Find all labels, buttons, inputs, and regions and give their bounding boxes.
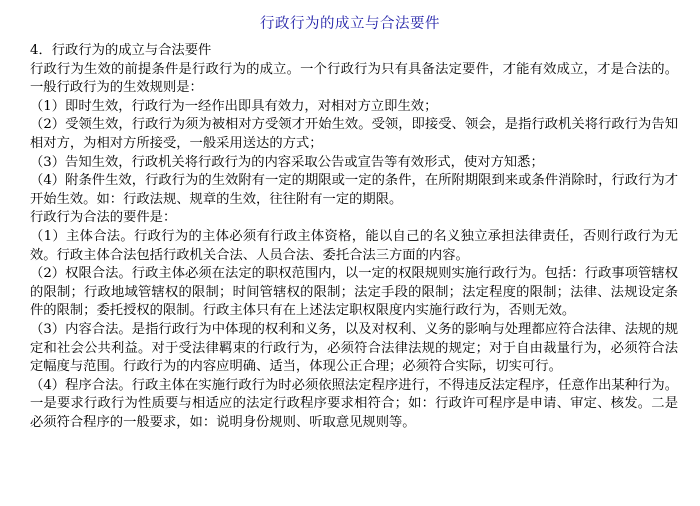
body-text bbox=[30, 42, 678, 432]
paragraph-legality-heading: 行政行为合法的要件是： bbox=[30, 210, 177, 226]
section-heading: 4．行政行为的成立与合法要件 bbox=[30, 43, 212, 58]
paragraph-conditional-effect: （4）附条件生效，行政行为的生效附有一定的期限或一定的条件，在所附期限到来或条件消除时，行政行为才开始生效。如：行政法规、规章的生效，往往附有一定的期限。 bbox=[30, 173, 678, 207]
paragraph-intro: 行政行为生效的前提条件是行政行为的成立。一个行政行为只有具备法定要件，才能有效成立，才是合法的。一般行政行为的生效规则是： bbox=[30, 61, 678, 96]
paragraph-content-legal: （3）内容合法。是指行政行为中体现的权利和义务，以及对权利、义务的影响与处理都应符合法律、法规的规定和社会公共利益。对于受法律羁束的行政行为，必须符合法律法规的规定；对于自由裁量行为，必须符合法定幅度与范围。行政行为的内容应明确、适当，体现公正合理；必须符合实际，切实可行。 bbox=[30, 321, 678, 375]
paragraph-procedure-legal: （4）程序合法。行政主体在实施行政行为时必须依照法定程序进行，不得违反法定程序，任意作出某种行为。一是要求行政行为性质要与相适应的法定行政程序要求相符合；如：行政许可程序是申请、审定、核发。二是必须符合程序的一般要求，如：说明身份规则、听取意见规则等。 bbox=[30, 377, 678, 430]
paragraph-notice-effect: （3）告知生效，行政机关将行政行为的内容采取公告或宣告等有效形式，使对方知悉； bbox=[30, 154, 544, 170]
paragraph-receipt-effect: （2）受领生效，行政行为须为被相对方受领才开始生效。受领，即接受、领会，是指行政机关将行政行为告知相对方，为相对方所接受，一般采用送达的方式； bbox=[30, 117, 678, 151]
paragraph-authority-legal: （2）权限合法。行政主体必须在法定的职权范围内，以一定的权限规则实施行政行为。包括：行政事项管辖权的限制；行政地域管辖权的限制；时间管辖权的限制；法定手段的限制；法定程度的限制；法律、法规设定条件的限制；委托授权的限制。行政主体只有在上述法定职权限度内实施行政行为，否则无效。 bbox=[30, 266, 678, 319]
paragraph-subject-legal: （1）主体合法。行政行为的主体必须有行政主体资格，能以自己的名义独立承担法律责任，否则行政行为无效。行政主体合法包括行政机关合法、人员合法、委托合法三方面的内容。 bbox=[30, 228, 678, 263]
page-title: 行政行为的成立与合法要件 bbox=[260, 16, 440, 32]
paragraph-immediate-effect: （1）即时生效，行政行为一经作出即具有效力，对相对方立即生效； bbox=[30, 98, 438, 114]
